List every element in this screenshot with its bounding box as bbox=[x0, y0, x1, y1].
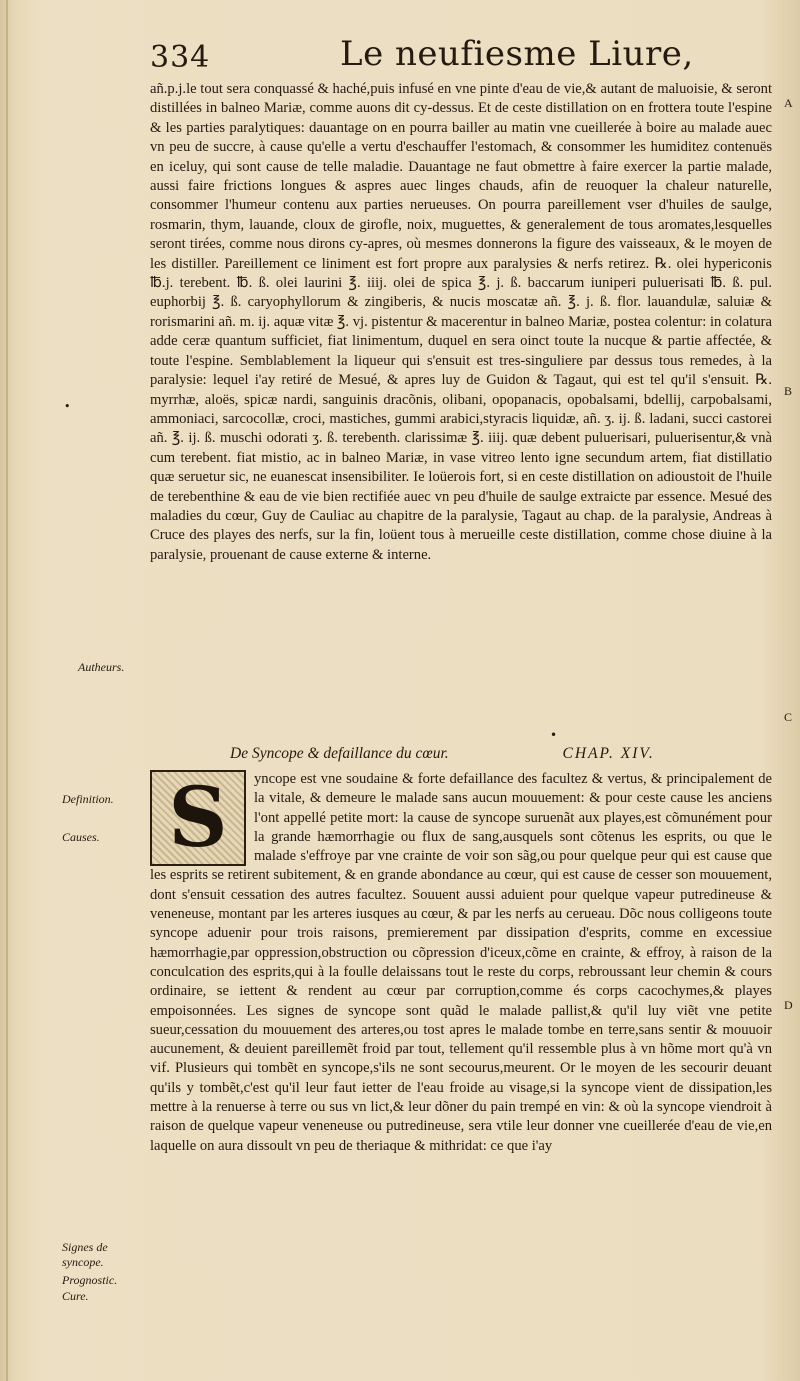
chapter-label: CHAP. XIV. bbox=[562, 745, 655, 762]
sidenote-autheurs: Autheurs. bbox=[78, 660, 125, 674]
chapter-title: De Syncope & defaillance du cœur. bbox=[230, 745, 449, 762]
margin-letter-d: D bbox=[784, 998, 793, 1012]
drop-cap-letter: S bbox=[168, 770, 228, 866]
chapter-heading bbox=[230, 745, 760, 763]
ornament-dot: • bbox=[550, 728, 558, 742]
page-number: 334 bbox=[150, 40, 211, 75]
chapter-paragraph: yncope est vne soudaine & forte defaillance des facultez & vertus, & principalement de la vitale, & demeure le malade sans aucun mouuement: & pour ceste cause les anciens l'ont appellé petite mort: la cause de syncope suruenãt aux playes,est cõmunément pour la grande hæmorrhagie ou flux de sang,ausquels sont cõtenus les esprits, ou que le malade s'effroye par vne crainte de voir son sãg,ou pour quelque peur qui est cause que les esprits se retirent subitement, & en grande abondance au cœur, qui est cause de cesser son mouuement, dont s'ensuit cessation des autres facultez. Souuent aussi aduient pour quelque vapeur putredineuse & veneneuse, montant par les arteres iusques au cœur, & par les nerfs au cerueau. Dõc nous colligeons toute syncope aduenir pour trois raisons, premierement par dissipation d'esprits, comme en excessiue hæmorrhagie,par oppression,obstruction ou cõpression d'iceux,cõme en crainte, & effroy, à raison de la conculcation des esprits,qui à la foulle delaissans tout le reste du corps, rebroussant leur chemin & cours ordinaire, se iettent & rendent au cœur par corruption,comme és corps cacochymes,& playes empoisonnées. Les signes de syncope sont quãd le malade pallist,& qu'il luy viẽt vne petite sueur,cessation du mouuement des arteres,ou tost apres le malade tombe en terre,sans sentir & mouuoir aucunement, & deuient pareillemẽt froid par tout, tellement qu'il ressemble plus à vn hõme mort qu'à vn vif. Plusieurs qui tombẽt en syncope,s'ils ne sont secourus,meurent. Or le moyen de les secourir deuant qu'ils y tombẽt,c'est qu'il leur faut ietter de l'eau froide au visage,si la syncope vient de dissipation,les mettre à la renuerse à terre ou sus vn lict,& leur dõner du pain trempé en vin: & où la syncope viendroit à raison de quelque vapeur veneneuse ou putredineuse, sera vtile leur donner vne cueillerée d'eau de vie,en laquelle on aura dissoult vn peu de theriaque & mithridat: ce que i'ay bbox=[150, 771, 772, 1154]
margin-letter-c: C bbox=[784, 710, 793, 724]
paragraph: añ.p.j.le tout sera conquassé & haché,puis infusé en vne pinte d'eau de vie,& autant de maluoisie, & seront distillées in balneo Mariæ, comme auons dit cy-dessus. Et de ceste distillation on en frottera toute l'espine & les parties paralytiques: dauantage on en pourra bailler au matin vne cueillerée à boire au malade auec vn peu de succre, à cause qu'elle a vertu d'eschauffer l'estomach, & consommer les humiditez contenuës en iceluy, qui sont cause de telle maladie. Dauantage ne faut obmettre à faire exercer la partie malade, aussi faire frictions longues & aspres auec linges chauds, afin de reuoquer la chaleur naturelle, consommer l'humeur contenu aux parties nerueuses. On pourra pareillement vser d'huiles de saulge, rosmarin, thym, lauande, cloux de girofle, noix, muguettes, & generalement de tous aromates,lesquelles seront tirées, comme nous dirons cy-apres, où mesmes donnerons la figure des vaisseaux, & le moyen de les distiller. Pareillement ce liniment est fort propre aux paralysies & nerfs retirez. ℞. olei hypericonis ℔.j. terebent. ℔. ß. olei laurini ℥. iiij. olei de spica ℥. j. ß. baccarum iuniperi puluerisati ℔. ß. pul. euphorbij ℥. ß. caryophyllorum & zingiberis, & nucis moscatæ añ. ℥. j. ß. flor. lauandulæ, saluiæ & rorismarini añ. m. ij. aquæ vitæ ℥. vj. pistentur & macerentur in balneo Mariæ, postea colentur: in colatura adde ceræ quantum sufficiet, fiat linimentum, duquel en sera oinct toute la nucque & partie affectée, & toute l'espine. Semblablement la liqueur qui s'ensuit est tres-singuliere par dessus tous remedes, à la paralysie: lequel i'ay retiré de Mesué, & apres luy de Guidon & Tagaut, qui est tel qu'il s'ensuit. ℞. myrrhæ, aloës, spicæ nardi, sanguinis dracõnis, olibani, opopanacis, opobalsami, bdellij, carpobalsami, ammoniaci, sarcocollæ, croci, mastiches, gummi arabici,styracis liquidæ, añ. ʒ. ij. ß. ladani, succi castorei añ. ℥. ij. ß. muschi odorati ʒ. ß. terebenth. clarissimæ ℥. iiij. quæ debent puluerisari, puluerisentur,& vnà cum terebent. fiat mistio, ac in balneo Mariæ, in vase vitreo lento igne secundum artem, fiat distillatio quæ seruetur sic, ne euanescat insensibiliter. Ie loüerois fort, si en ceste distillation on adioustoit de l'huile de terebenthine & eau de vie bien rectifiée auec vn peu d'huile de saulge extraicte par essence. Mesué des maladies du cœur, Guy de Cauliac au chapitre de la paralysie, Tagaut au chap. de la paralysie, Andreas à Cruce des playes des nerfs, sur la fin, loüent tous à merueille ceste distillation, comme chose diuine à la paralysie, prouenant de cause externe & interne. bbox=[150, 81, 772, 563]
drop-cap-initial bbox=[150, 770, 246, 866]
margin-letter-b: B bbox=[784, 384, 793, 398]
margin-letter-a: A bbox=[784, 96, 793, 110]
running-title: Le neufiesme Liure, bbox=[340, 34, 694, 74]
sidenote-definition: Definition. bbox=[62, 792, 114, 806]
margin-bullet: • bbox=[64, 400, 71, 413]
binding-gutter bbox=[6, 0, 8, 1381]
sidenote-causes: Causes. bbox=[62, 830, 100, 844]
sidenote-signes: Signes de syncope. bbox=[62, 1240, 108, 1269]
sidenote-cure: Cure. bbox=[62, 1289, 89, 1303]
sidenote-prognostic: Prognostic. bbox=[62, 1273, 118, 1287]
main-text-block bbox=[150, 80, 772, 565]
chapter-text-block bbox=[150, 770, 772, 1156]
